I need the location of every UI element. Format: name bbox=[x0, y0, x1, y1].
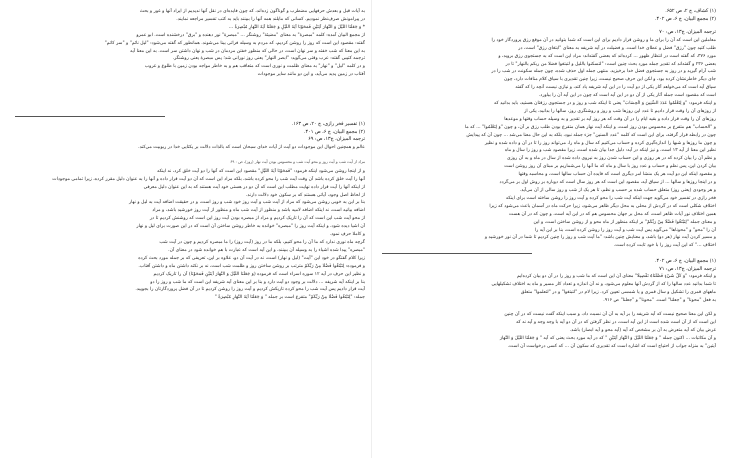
text-line: بنا بر این به خوبی روشن می‌شود که مراد از آیت شب و آیت روز خود شب و روز است، و در حقیقت اضافه آیت به لیل و نهار bbox=[128, 200, 365, 206]
text-line: و هر وجودی (یعنی روز) متعلق حساب شده بر حسب و نظم، تا هر یک از شب و روز سالی از آن می‌آید. bbox=[519, 188, 716, 193]
text-line: تا شما بدانید عدد سالها را که از گردش آنها معلوم می‌شود، و نه آن اندازه و تعداد کار مسیر و ماه به اختلاف تشکیلهایی bbox=[491, 282, 716, 288]
text-line: مورد ۳۷۶، که گفته است در انتظار ظهور ... کرده‌اند که بعضی گفته‌اند: مراد این است که به جستجوی رزق بروید، و bbox=[498, 53, 716, 59]
text-line: و لکن این معنا صحیح نیست که آیه شریفه را بر آیه به آن آن نسبت داد، و سبب اینکه گفت نیست که در آن چنین bbox=[504, 312, 716, 318]
text-line: گرچه ماه نوری ندارد که ما آن را محو کنیم، بلکه ما در روز (آیت روز) را ما مبصره کردیم و چون در آیت شب bbox=[159, 240, 365, 245]
text-line: سیاق آیه است که می‌خواهد آثار یکی از دو آیت را در این آیه شریفه یاد کند، و نیازی نیست آنچه را که گفته bbox=[515, 85, 716, 91]
quran-verse-line: جمله: "لِتَبْتَغُوا فَضْلًا مِنْ رَبِّكُمْ" متفرع است بر جمله " وَ جَعَلْنَا آيَةَ النَّهَارِ مُبْصِرَةً " bbox=[214, 295, 365, 301]
section-heading: مراد از آیت شب و آیت روز و محو آیت شب و محسوس بودن آیت نهار (روز)، ص : ۶۹ bbox=[230, 158, 365, 164]
text-line: و در اینجا روزها و سالها ... از سیاق آیه، مقصود این است که هر روز سال است که دوباره بر روش اول بر می‌گردد bbox=[499, 180, 716, 186]
footnote: (۱) مجمع البیان، ج ۶، ص ۴۰۲. bbox=[655, 259, 716, 265]
text-line: آن اشیا دیده شود، و اینکه آیت روز را "مبصره" خوانده به خاطر روشن ساختن آن است که در این صورت برای لیل و نهار bbox=[136, 224, 365, 230]
text-line: غرض بیان که آیه متعرض به آن بر مشخص که آیه (آیه محو و آیه ابصار) باشد. bbox=[569, 327, 716, 333]
text-line: آنها را آیت خلق کرده باشد آن وقت آیت شب را محو کرده باشد، بلکه مراد این است که آن دو آیت قرار داده و آنها را به عنوان دلیل مقرر کرده، زیرا تمامی موجودات bbox=[52, 176, 365, 182]
text-line: است که مقصود است جمله آثار یکی از آن دو در این آیه است که چون در این آیه آن را بیاورد. bbox=[538, 93, 716, 99]
page-reference: ترجمه المیزان، ج۱۳، ص: ۶۹ bbox=[308, 137, 365, 143]
text-line: طلب کنید چون "رزق" فضل و عطای خدا است. و فضیلت در آیه شریفه به معنای "ابتغای رزق" است، در bbox=[518, 45, 716, 51]
text-line: از مجمع البیان آمده: کلمه "مبصرة" به معنای "مضیئة" روشنگر ... "مبصرة" نور دهنده و "برق" درخشنده است. ابو عمرو bbox=[136, 32, 365, 38]
text-line: و نظم آن را بیان کرده که در هر روزی و این حساب شدن روز به نیروی داده شده از سال در ماه و به آن روزی bbox=[506, 156, 716, 162]
page-gutter bbox=[371, 0, 372, 458]
text-line: و از اینجا روشن می‌شود اینکه فرمود: "فَمَحَوْنَا آيَةَ اللَّيْلِ" مقصود این است که آنها را دو آیت خلق کرد، نه اینکه bbox=[157, 168, 365, 174]
text-line: اختلاف شکلی است که در گردش از محلی به محل دیگر ظاهر می‌شود، زیرا حرکت ماه در آسمان باعث می‌شود که زیرا bbox=[489, 203, 716, 209]
text-line: به فعل "محونا" و "جعلنا" است. "محونا" و "جعلنا" ص ۹۱۶. bbox=[603, 298, 716, 304]
text-line: گفته: مقصود این است که روز را روشن کردیم، که مردم به وسیله فراتی بینا می‌شوند. همانطور که گفته می‌شود: "لیل نائم" و "سر کاتم" bbox=[104, 40, 365, 46]
right-body-1 bbox=[382, 37, 716, 250]
text-line: اضافه بیانیه است، نه اینکه اضافه لامیه باشد و منظور از آیت شب ماه و منظور از آیت روز خورشید باشد، و مراد bbox=[152, 208, 365, 214]
text-line: بنا بر اینکه آیه شریفه ... دلالت بر وجود دو آیت دارد و بنا بر این معنای آیه شریفه این است که ما شب و روز را دو bbox=[150, 279, 365, 285]
text-line: بعضی ۲۳۶ و گفته‌اند که تقدیر جمله مورد بحث چنین است: "لتسکنوا باللیل و لتبتغوا فضلا من ربکم بالنهار" تا در bbox=[505, 61, 716, 67]
text-line: شب آرام گیرید و در روز به جستجوی فضل خدا برخیزید. منتهی جمله اول حذف شده، چون جمله سکونت در شب را در bbox=[491, 69, 716, 75]
left-page bbox=[15, 0, 365, 458]
footnote-rule bbox=[15, 116, 165, 117]
text-line: و مقصود اینکه این دو آیت هر یک منشأ امر دیگری است که فایده آن حساب سالها است، و محاسبه وقتها bbox=[518, 172, 716, 178]
text-line: "مبصره" پیدا شده اشیاء را به وسیله آن ببینند، و این آیه است که عبارت با هم خوانده شود در معنای آن. bbox=[168, 247, 365, 253]
text-line: و فرموده: لِتَبْتَغُوا فَضْلًا مِنْ رَبِّكُمْ مترتب بر روشن ساختن روز و ظلمت شب است، نه بر نکته داشتن ماه و داشتن آفتاب. bbox=[138, 263, 365, 269]
text-line: از اینکه آنها را آیت قرار داده نهایت مطلب این است که آن دو در هستی خود آیت هستند که به این عنوان دلیل معرفی bbox=[143, 184, 365, 190]
footnote-rule bbox=[382, 253, 532, 254]
text-line: و اینکه فرمود: "وَ لِتَعْلَمُوا عَدَدَ السِّنِينَ وَ الْحِسَابَ" یعنی تا اینکه شب و روز و در جستجوی رزقتان هستید، باید بدانید که bbox=[494, 101, 716, 107]
text-line: بیان کردن این، پس نظم و حساب و عدد روز با سال و ماه که ما آنها را می‌شماریم بر مبنای آن روز روشن است bbox=[504, 164, 716, 170]
text-line: و معنای جمله "لِتَبْتَغُوا فَضْلًا مِنْ رَبِّكُمْ" بر اینکه منظور از ماه محو و از روشن ساختن است، و این bbox=[533, 219, 716, 225]
text-line: آیتین" به منزله جواب از احتیاج است که اشاره است که تقدیری که سکون آن ... که کسی درخواست آن است. bbox=[507, 343, 716, 349]
text-line: آن را "محو" و "محوناها" می‌گوید پس آیت شب و آیت روز را روشن کرده است، بنا بر این آیه را bbox=[534, 227, 716, 233]
right-body-2 bbox=[382, 273, 716, 305]
text-line: عالم و همچنین احوال این موجودات دو آیت از آیات خدای سبحان است که بالذات دلالت بر یکتایی خدا در ربوبیت می‌کند. bbox=[138, 144, 365, 150]
text-line: زیرا کلام گفتگو در خود این "آیت" (لیل و نهار) است، نه در آیت آن دو، علاوه بر این، تعریفی که بر جمله مورد بحث کرده bbox=[138, 255, 365, 261]
text-line: ماههای قمری را تشکیل و سال قمری و یا شمسی تعیین کرد. زیرا لام در "لتبتغوا" و در "لتعلموا" متعلق bbox=[520, 290, 716, 296]
text-line: جای دیگر خاطرنشان کرده بود، و لکن این حرف صحیح نیست، زیرا چنین تقدیری با سیاق کلام منافات دارد، چون bbox=[503, 77, 716, 83]
text-line: همین اختلاف نور آیات ظاهر است، که محل بر جهان محسوس هم که در این آیه است، و چون که در آن هست bbox=[509, 211, 716, 217]
text-line: آیت قرار دادیم پس آیت شب را محو کرده تاریکش کردیم و آیت روز را روشن کردیم تا در آن فضل پروردگارتان را بجویید. bbox=[135, 287, 365, 293]
text-line: و کاملا حرف نمود. bbox=[329, 232, 365, 238]
text-line: در پیرامونش صرف‌نظر نمودیم. کسانی که مایلند همه آنها را ببینند باید به کتب تفسیر مراجعه نمایند. bbox=[176, 16, 365, 22]
text-line: و مسیر کردن آیت نهار (هر دو) باشد، و معنایش چنین باشد: "ما آیت شب و روز را چنین کردیم تا شما در آن نور خورشید و bbox=[484, 235, 716, 241]
text-line: آفتاب در زمین پدید می‌آید، و این دو مانند سایر موجودات bbox=[257, 72, 365, 78]
quran-verse-line: و آن مکاتبات ... اکنون جمله " وَ جَعَلْنَا اللَّيْلَ وَ النَّهَارَ آيَتَيْنِ " که در آیه مورد بحث یعنی که آیه " وَ جَعَلْنَا اللَّيْلَ وَ النَّهَارَ bbox=[499, 335, 716, 341]
text-line: ترجمه کتیبی گفته: عرب وقتی می‌گوید: "ابصر النهار" یعنی روز نورانی شد؛ پس مبصرة یعنی روشنگر. bbox=[172, 56, 365, 62]
text-line: از محو آیت شب این است که آن را تاریک کردیم و مراد از مبصره بودن آیت روز این است که روشنش کردیم تا در bbox=[149, 216, 365, 222]
footnote: (۲) مجمع البیان، ج ۶، ص ۴۰۱. bbox=[304, 129, 365, 135]
page-reference: ترجمه المیزان، ج۱۳، ص: ۷۰ bbox=[659, 30, 716, 36]
text-line: به آیات قبل و بعدش حرفهایی مضطرب و گوناگون زده‌اند، که چون فایده‌ای در نقل آنها ندیدیم از ایراد آنها و غور و بحث bbox=[139, 9, 365, 14]
text-line: از روزهای آن را وقت قرار دادیم تا عدد این روزها شب و روز و روشنگری روز، سالها را بدانید، یکی از bbox=[524, 108, 716, 114]
text-line: اختلاف ..." که این آیت روز را با خود ثابت کرده است. bbox=[613, 243, 716, 249]
text-line: فخر رازی در تفسیر خود می‌گوید جهت اینکه آیت شب را محو کرده و آیت روز را روشن ساخته است برای اینکه bbox=[505, 195, 716, 201]
text-line: و "الحساب" هم متفرع بر محسوس بودن روز است، و اینکه آیت نهار همان متفرع بودن طلب رزق بر آن، و چون "وَ لِتَعْلَمُوا" ... که ما bbox=[464, 124, 716, 130]
quran-verse-line: * وَ جَعَلْنَا اللَّيْلَ وَ النَّهَارَ آيَتَيْنِ فَمَحَوْنَا آيَةَ اللَّيْلِ وَ جَعَلْنَا آيَةَ النَّهَارِ مُبْصِرَةً ... bbox=[228, 24, 365, 30]
footnote: (۱) کشاف، ج ۲، ص ۶۵۲. bbox=[665, 9, 716, 14]
text-line: چون در رابطه قرار گرفته، برای این است که کلمه "عدد السنین" جزء جمله نبود، بلکه به این حال معنا می‌شد ... چون آن که پیدایش bbox=[466, 132, 716, 138]
text-line: و چون ما روزها و شبها را اندازه‌گیری کرده و حساب می‌کنیم که سال و ماه را، می‌تواند روز را تا در آن و داده شده و نظیر bbox=[484, 140, 716, 146]
right-body-3 bbox=[382, 311, 716, 351]
text-line: نظیر این معنا از آیه ۱۳ است، و نیز اینکه در آیه: دلیل جدا بیان شده است، زیرا مقصود شب و روز را سال و ماه bbox=[504, 148, 716, 154]
right-page bbox=[382, 0, 716, 458]
text-line: معاملین این است که آن را برای ما و روشن قرار دادیم برای این است که شما بتوانید در آن موقع رزق پروردگار خود را bbox=[491, 37, 716, 43]
text-line: و اینکه فرمود: "وَ كُلَّ شَيْءٍ فَصَّلْنَاهُ تَفْصِيلًا" معنای آن این است که ما شب و روز را در آن دو بیان کرده‌ایم bbox=[516, 274, 716, 280]
text-line: از لحاظ اصل وجود، آیاتی هستند که بر سکون خود دلالت دارند. bbox=[245, 192, 365, 198]
page-reference: ترجمه المیزان، ج۱۳، ص: ۷۱ bbox=[659, 266, 716, 272]
left-top-text bbox=[15, 8, 365, 79]
text-line: روزهای آن را وقت قرار داده و بقیه ایام را در آن وقت که هر روز آیه بر تقدیر و به وسیله حساب وقتها و موعدها bbox=[504, 116, 716, 122]
text-line: و نظیر این حرف در آیه ۱۲ سوره اسراء است که فرموده (وَ جَعَلْنَا اللَّيْلَ وَ النَّهَارَ آيَتَيْنِ فَمَحَوْنَا) آن را تاریک کردیم bbox=[153, 271, 365, 277]
left-footnotes bbox=[15, 116, 365, 144]
text-line: این است که از آن است شده است از این آیه است، در نظر گرفتن که در آن دو آیه با وجه وجه و آیه نه که bbox=[516, 319, 716, 325]
text-line: و در کلمه "لیل" و "نهار" به معنای ظلمت و نوری است که متعاقب هم و به خاطر مواجه بودن زمین با طلوع و غروب bbox=[144, 64, 365, 70]
footnote: (۲) مجمع البیان، ج ۶، ص ۴۰۲. bbox=[655, 16, 716, 22]
footnote: (۱) تفسیر فخر رازی، ج ۲۰، ص ۱۶۳. bbox=[291, 122, 365, 128]
text-line: به این معنا که شب خفته و سر نهان است، در حالی که منظور خفتن مردمان در شب و نهان داشتن سر است. به این معنا آیه bbox=[130, 48, 365, 54]
left-bottom-text bbox=[15, 144, 365, 302]
right-top-footnotes bbox=[382, 8, 716, 23]
